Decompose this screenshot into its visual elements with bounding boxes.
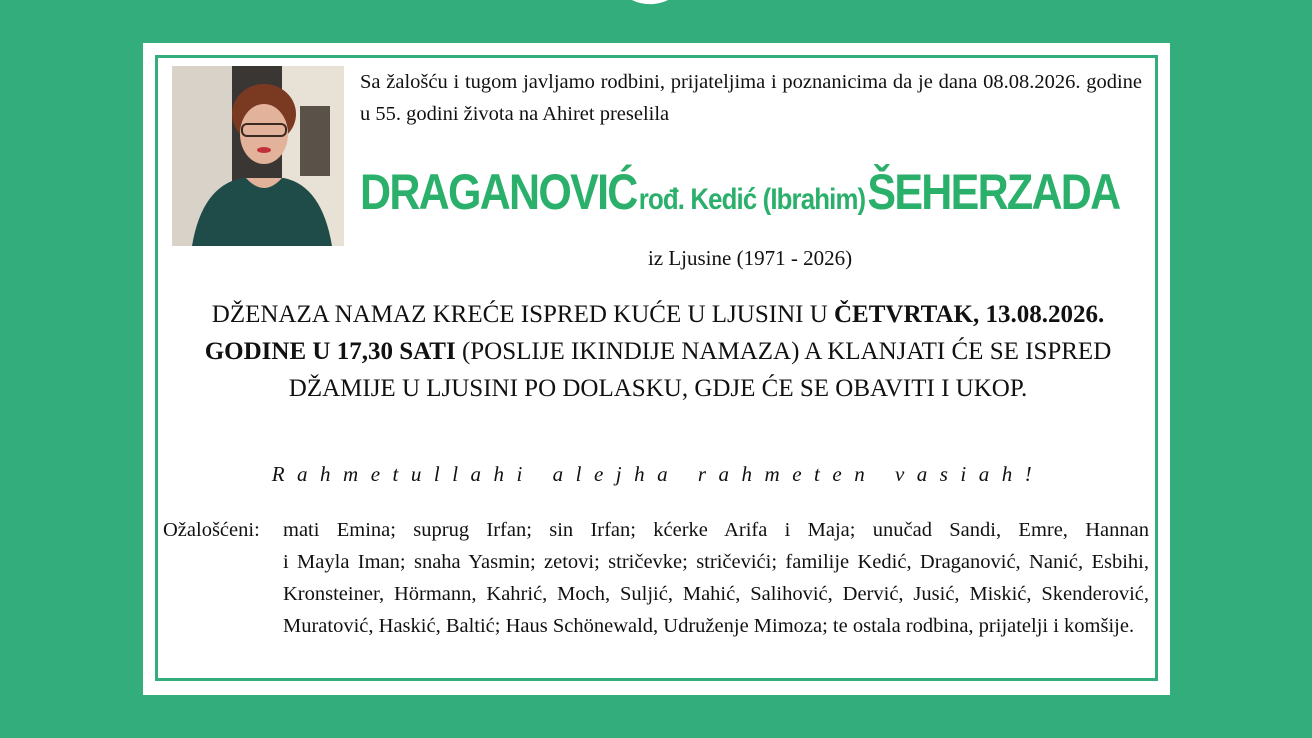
origin-years: iz Ljusine (1971 - 2026) (647, 246, 853, 270)
maiden-name: rođ. Kedić (Ibrahim) (638, 183, 866, 216)
surname: DRAGANOVIĆ (360, 164, 637, 220)
mourners-first-line: mati Emina; suprug Irfan; sin Irfan; kćerke Arifa i Maja; unučad Sandi, Emre, Hannan (283, 519, 1149, 541)
intro-text: Sa žalošću i tugom javljamo rodbini, prijateljima i poznanicima da je dana 08.08.2026. godine u 55. godini života na Ahiret preselila (360, 71, 1142, 125)
mourners-rest: i Mayla Iman; snaha Yasmin; zetovi; stričevke; stričevići; familije Kedić, Draganović, Nanić, Esbihi, Kronsteiner, Hörmann, Kahrić, Moch, Suljić, Mahić, Salihović, Dervić, Jusić, Miskić, Skenderović, Muratović, Haskić, Baltić; Haus Schönewald, Udruženje Mimoza; te ostala rodbina, prijatelji i komšije. (283, 551, 1149, 637)
dua-text: Rahmetullahi alejha rahmeten vasiah! (271, 462, 1045, 486)
mourners-list (163, 514, 1149, 642)
crescent-icon (600, 0, 692, 32)
deceased-name (360, 163, 1120, 221)
first-name: ŠEHERZADA (867, 164, 1120, 220)
portrait-photo (172, 66, 344, 246)
janaza-text-2: (POSLIJE IKINDIJE NAMAZA) A KLANJATI ĆE SE ISPRED DŽAMIJE U LJUSINI PO DOLASKU, GDJE ĆE SE OBAVITI I UKOP. (288, 338, 1112, 402)
janaza-announcement (163, 296, 1153, 407)
mourners-label: Ožalošćeni: (163, 519, 260, 541)
janaza-date-time: ČETVRTAK, 13.08.2026. GODINE U 17,30 SATI (204, 301, 1105, 365)
janaza-text-1: DŽENAZA NAMAZ KREĆE ISPRED KUĆE U LJUSINI U (211, 301, 834, 328)
